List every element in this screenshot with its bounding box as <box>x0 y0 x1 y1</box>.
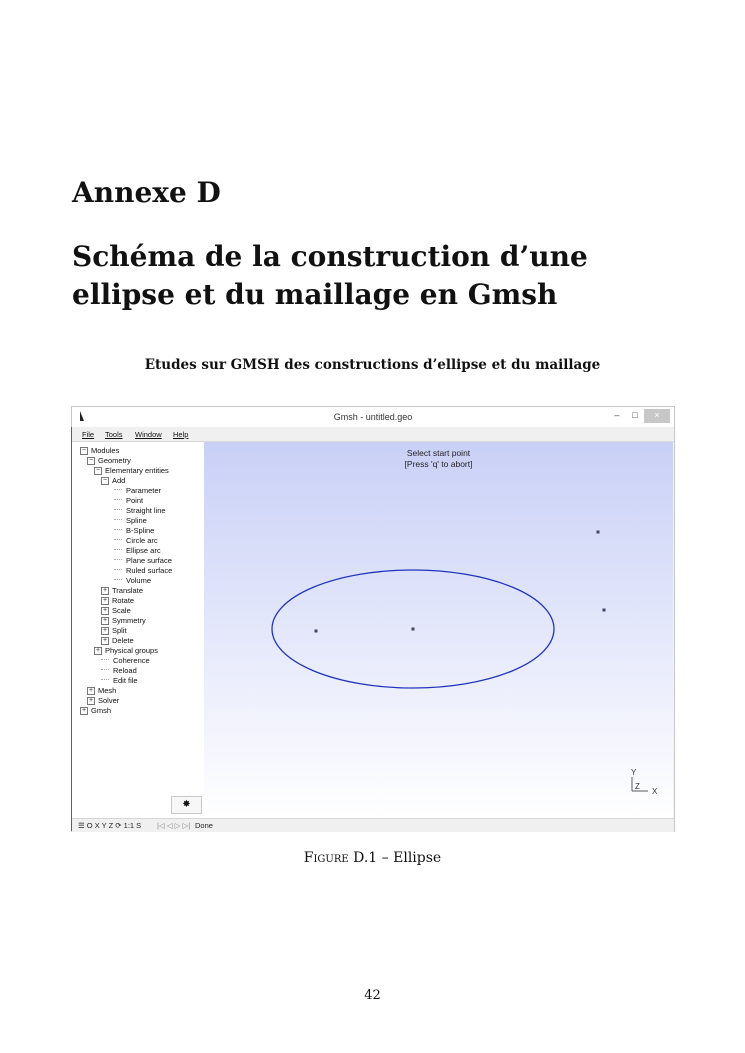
tree-connector <box>114 569 122 570</box>
tree-item[interactable] <box>101 656 150 666</box>
tree-item[interactable] <box>114 486 161 496</box>
maximize-button[interactable]: □ <box>632 410 638 420</box>
tree-item-label: Ruled surface <box>126 566 173 575</box>
tree-item-label: Ellipse arc <box>126 546 161 555</box>
tree-item[interactable] <box>101 676 138 686</box>
tree-item-label: Circle arc <box>126 536 158 545</box>
tree-item-label: Straight line <box>126 506 166 515</box>
tree-connector <box>114 549 122 550</box>
geometry-point <box>412 628 415 631</box>
tree-item[interactable] <box>94 646 158 656</box>
tree-item-label: Edit file <box>113 676 138 685</box>
close-button[interactable]: × <box>644 409 670 423</box>
tree-item-label: Point <box>126 496 144 505</box>
axis-x-label: X <box>652 787 658 796</box>
tree-item-label: Reload <box>113 666 137 675</box>
tree-item[interactable] <box>114 536 158 546</box>
collapse-icon[interactable]: − <box>102 477 108 484</box>
tree-item[interactable] <box>101 606 131 616</box>
tree-item-label: Split <box>112 626 127 635</box>
tree-item-label: Delete <box>112 636 134 645</box>
figure-caption <box>0 850 745 866</box>
caption-figure-label: Figure D.1 <box>303 850 378 866</box>
collapse-icon[interactable]: − <box>81 447 87 454</box>
menu-file[interactable]: File <box>82 430 95 439</box>
tree-item[interactable] <box>114 556 172 566</box>
tree-connector <box>114 579 122 580</box>
tree-item[interactable] <box>101 616 146 626</box>
tree-item-label: Solver <box>98 696 120 705</box>
tree-item-label: Add <box>112 476 126 485</box>
gear-glyph: ✸ <box>182 799 191 810</box>
tree-item-label: Scale <box>112 606 131 615</box>
geometry-canvas <box>204 442 673 818</box>
expand-icon[interactable]: + <box>102 587 108 594</box>
expand-icon[interactable]: + <box>102 627 108 634</box>
menu-help[interactable]: Help <box>173 430 189 439</box>
geometry-point <box>315 630 318 633</box>
tree-item-label: Translate <box>112 586 143 595</box>
collapse-icon[interactable]: − <box>88 457 94 464</box>
expand-icon[interactable]: + <box>88 687 94 694</box>
tree-connector <box>114 539 122 540</box>
tree-connector <box>114 529 122 530</box>
tree-item[interactable] <box>101 626 127 636</box>
menu-bar <box>72 427 674 442</box>
tree-item[interactable] <box>101 636 134 646</box>
chapter-title: Schéma de la construction d’une ellipse et du maillage en Gmsh <box>72 240 588 311</box>
tree-item[interactable] <box>94 466 169 476</box>
tree-item[interactable] <box>101 666 137 676</box>
tree-connector <box>114 489 122 490</box>
tree-item-label: Elementary entities <box>105 466 169 475</box>
tree-connector <box>114 519 122 520</box>
tree-item[interactable] <box>114 526 154 536</box>
tree-item-label: Physical groups <box>105 646 158 655</box>
caption-separator: – <box>377 850 394 866</box>
tree-item-label: Coherence <box>113 656 150 665</box>
tree-item[interactable] <box>114 496 143 506</box>
expand-icon[interactable]: + <box>81 707 87 714</box>
annex-heading: Annexe D <box>72 176 221 209</box>
status-message: Done <box>195 821 213 830</box>
tree-item-label: Plane surface <box>126 556 172 565</box>
tree-item-label: Spline <box>126 516 147 525</box>
tree-item-label: Gmsh <box>91 706 112 715</box>
tree-item-label: Modules <box>91 446 120 455</box>
title-bar <box>72 407 674 427</box>
tree-item[interactable] <box>101 586 143 596</box>
expand-icon[interactable]: + <box>102 617 108 624</box>
tree-item[interactable] <box>114 516 147 526</box>
tree-item[interactable] <box>87 686 116 696</box>
expand-icon[interactable]: + <box>88 697 94 704</box>
tree-item[interactable] <box>101 596 134 606</box>
menu-window[interactable]: Window <box>135 430 162 439</box>
animation-controls[interactable]: |◁ ◁ ▷ ▷| <box>157 821 191 830</box>
geometry-point <box>597 531 600 534</box>
tree-connector <box>101 679 109 680</box>
tree-item-label: Geometry <box>98 456 131 465</box>
figure-subtitle: Etudes sur GMSH des constructions d’ellipse et du maillage <box>144 357 601 373</box>
tree-item[interactable] <box>114 566 172 576</box>
tree-item[interactable] <box>114 576 151 586</box>
page-number: 42 <box>364 988 381 1003</box>
tree-connector <box>114 509 122 510</box>
collapse-icon[interactable]: − <box>95 467 101 474</box>
tree-connector <box>114 499 122 500</box>
tree-connector <box>101 669 109 670</box>
axis-y-label: Y <box>631 768 637 777</box>
gear-icon[interactable] <box>171 796 202 814</box>
tree-item[interactable] <box>101 476 125 486</box>
tree-item[interactable] <box>114 506 166 516</box>
tree-item[interactable] <box>80 706 111 716</box>
menu-tools[interactable]: Tools <box>105 430 123 439</box>
expand-icon[interactable]: + <box>102 607 108 614</box>
view-controls[interactable]: ☰ O X Y Z ⟳ 1:1 S <box>78 821 142 830</box>
axis-z-label: Z <box>635 782 640 791</box>
caption-text: Ellipse <box>393 850 442 866</box>
tree-item-label: Rotate <box>112 596 135 605</box>
expand-icon[interactable]: + <box>102 637 108 644</box>
prompt-abort-hint: [Press 'q' to abort] <box>404 459 473 469</box>
geometry-point <box>603 609 606 612</box>
expand-icon[interactable]: + <box>102 597 108 604</box>
prompt-select-start: Select start point <box>406 448 471 458</box>
tree-connector <box>101 659 109 660</box>
window-title: Gmsh - untitled.geo <box>333 412 413 422</box>
tree-item-label: Symmetry <box>112 616 146 625</box>
tree-item[interactable] <box>87 696 119 706</box>
tree-item[interactable] <box>114 546 161 556</box>
module-tree <box>72 442 204 818</box>
tree-item-label: Mesh <box>98 686 117 695</box>
expand-icon[interactable]: + <box>95 647 101 654</box>
tree-connector <box>114 559 122 560</box>
tree-item[interactable] <box>80 446 119 456</box>
gmsh-window-screenshot <box>71 406 675 832</box>
graphics-viewport[interactable] <box>204 442 673 818</box>
tree-item-label: Volume <box>126 576 152 585</box>
tree-item-label: Parameter <box>126 486 162 495</box>
tree-item-label: B-Spline <box>126 526 155 535</box>
minimize-button[interactable]: – <box>614 410 620 420</box>
tree-item[interactable] <box>87 456 131 466</box>
status-bar <box>72 818 674 832</box>
